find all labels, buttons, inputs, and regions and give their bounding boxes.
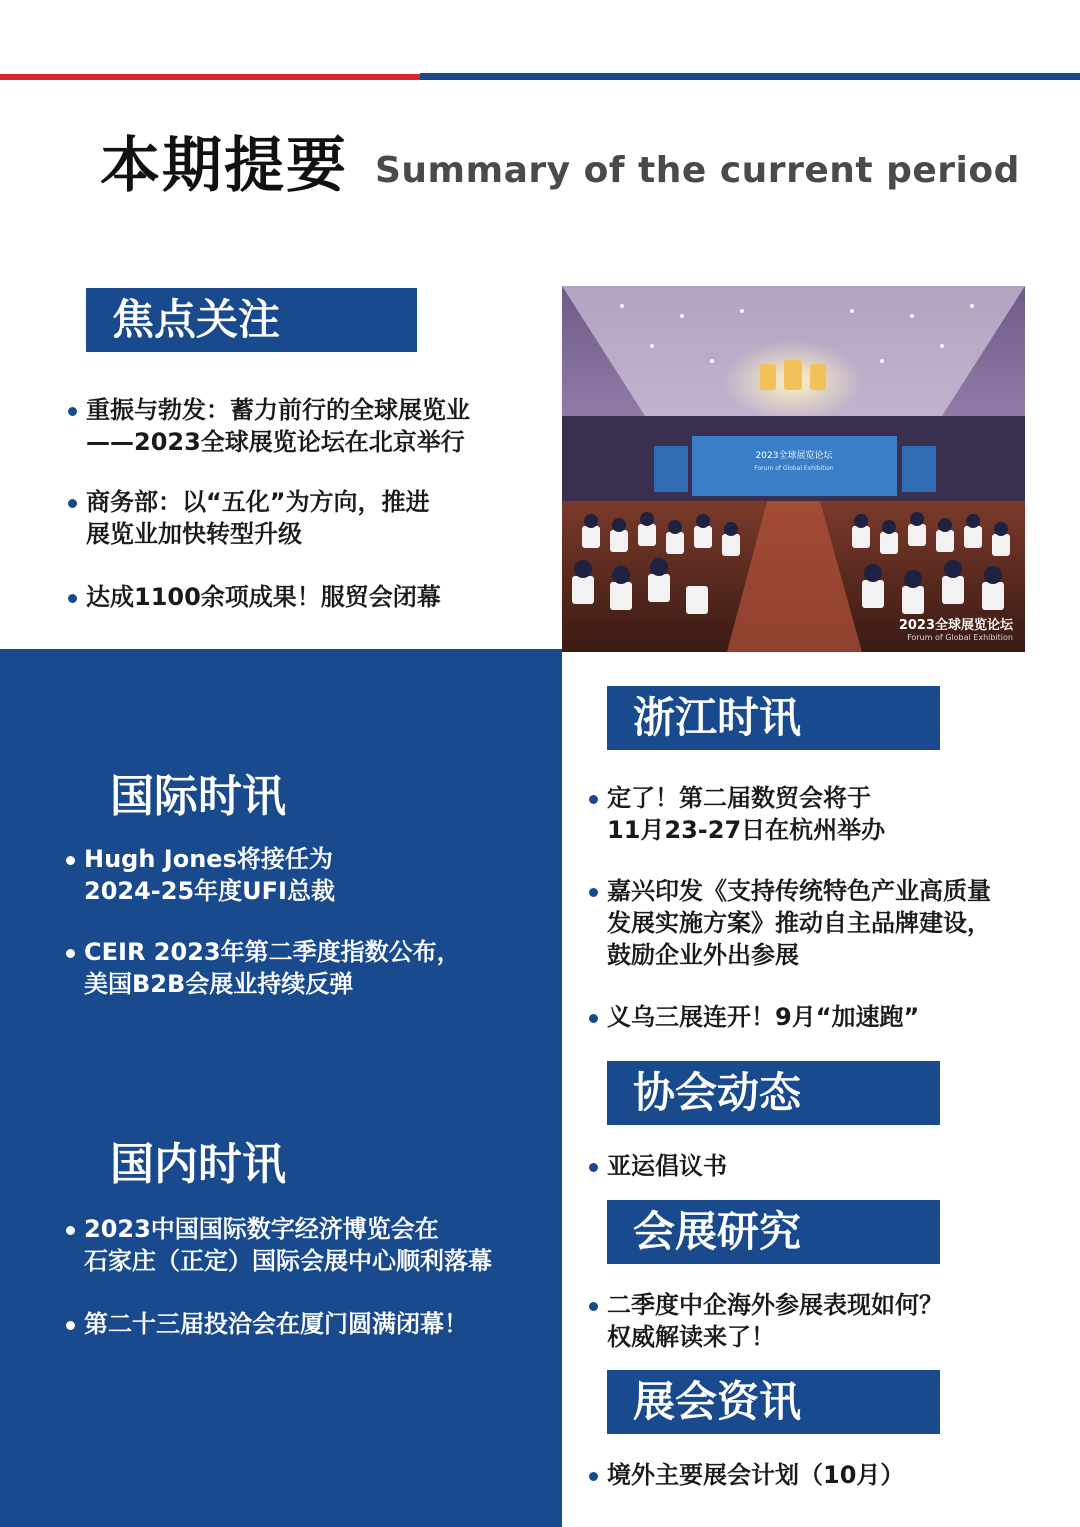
bullet-icon xyxy=(589,1014,598,1023)
page-title: 本期提要 xyxy=(100,131,348,201)
bullet-icon xyxy=(66,1226,75,1235)
screen-title: 2023全球展览论坛 xyxy=(755,451,833,461)
bullet-icon xyxy=(589,1302,598,1311)
bullet-icon xyxy=(589,1472,598,1481)
domestic-item-2[interactable]: 第二十三届投洽会在厦门圆满闭幕！ xyxy=(84,1308,468,1340)
bullet-icon xyxy=(589,888,598,897)
domestic-item-1[interactable]: 2023中国国际数字经济博览会在 石家庄（正定）国际会展中心顺利落幕 xyxy=(84,1213,492,1277)
forum-photo xyxy=(562,286,1025,652)
focus-item-1[interactable]: 重振与勃发：蓄力前行的全球展览业 ——2023全球展览论坛在北京举行 xyxy=(86,394,470,458)
zhejiang-item-3[interactable]: 义乌三展连开！9月“加速跑” xyxy=(607,1001,919,1033)
association-item-1[interactable]: 亚运倡议书 xyxy=(607,1150,727,1182)
section-heading-domestic: 国内时讯 xyxy=(110,1139,286,1190)
forum-photo-illustration xyxy=(562,286,1025,652)
bullet-icon xyxy=(66,856,75,865)
bullet-icon xyxy=(66,949,75,958)
bullet-icon xyxy=(68,499,77,508)
section-heading-international: 国际时讯 xyxy=(110,771,286,822)
international-item-1[interactable]: Hugh Jones将接任为 2024-25年度UFI总裁 xyxy=(84,843,335,907)
bullet-icon xyxy=(589,795,598,804)
exhibition-info-item-1[interactable]: 境外主要展会计划（10月） xyxy=(607,1459,904,1491)
page-subtitle: Summary of the current period xyxy=(375,150,1020,191)
bullet-icon xyxy=(66,1321,75,1330)
photo-caption: 2023全球展览论坛 Forum of Global Exhibition xyxy=(898,618,1013,642)
top-rule-red xyxy=(0,74,440,80)
zhejiang-item-1[interactable]: 定了！第二届数贸会将于 11月23-27日在杭州举办 xyxy=(607,782,885,846)
international-item-2[interactable]: CEIR 2023年第二季度指数公布， 美国B2B会展业持续反弹 xyxy=(84,936,461,1000)
focus-item-2[interactable]: 商务部：以“五化”为方向，推进 展览业加快转型升级 xyxy=(86,486,430,550)
section-heading-research: 会展研究 xyxy=(607,1200,940,1264)
section-heading-zhejiang: 浙江时讯 xyxy=(607,686,940,750)
focus-item-3[interactable]: 达成1100余项成果！服贸会闭幕 xyxy=(86,581,441,613)
top-rule-blue xyxy=(420,73,1080,80)
section-heading-association: 协会动态 xyxy=(607,1061,940,1125)
screen-subtitle: Forum of Global Exhibition xyxy=(754,465,834,472)
research-item-1[interactable]: 二季度中企海外参展表现如何？ 权威解读来了！ xyxy=(607,1289,943,1353)
section-heading-focus: 焦点关注 xyxy=(86,288,417,352)
bullet-icon xyxy=(68,594,77,603)
bullet-icon xyxy=(68,407,77,416)
zhejiang-item-2[interactable]: 嘉兴印发《支持传统特色产业高质量 发展实施方案》推动自主品牌建设， 鼓励企业外出参展 xyxy=(607,875,991,971)
bullet-icon xyxy=(589,1163,598,1172)
section-heading-exhibition-info: 展会资讯 xyxy=(607,1370,940,1434)
